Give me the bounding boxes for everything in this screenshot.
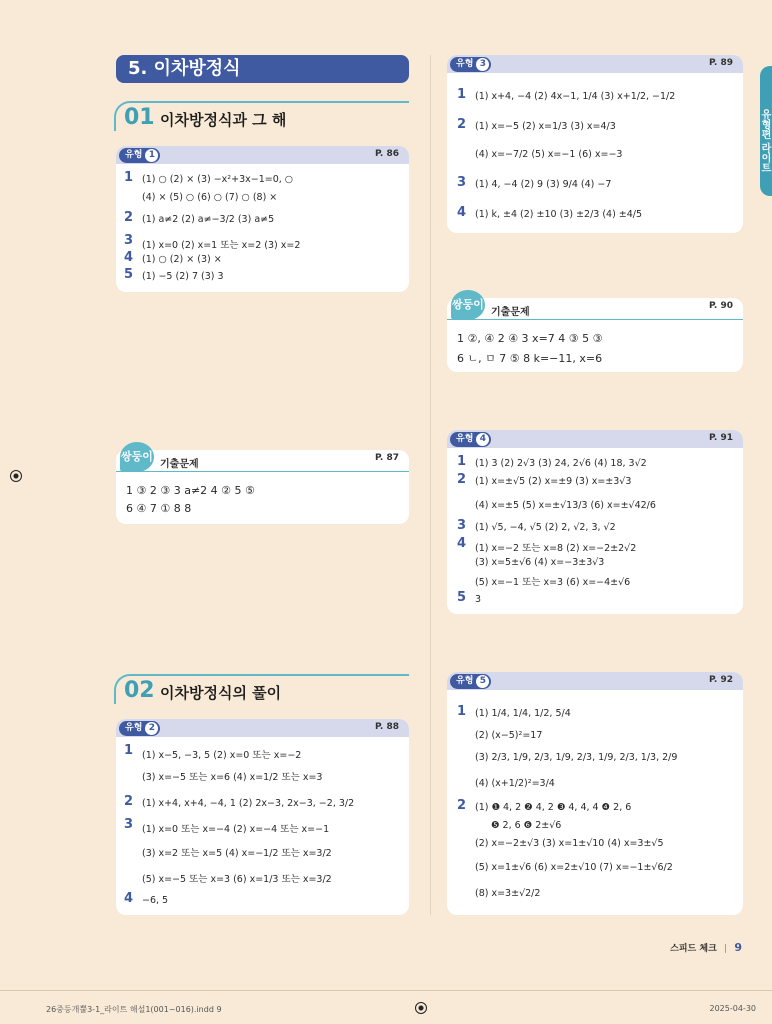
answer-row: (1) k, ±4 (2) ±10 (3) ±2/3 (4) ±4/5 [475, 209, 643, 220]
answer-row: (1) x=0 또는 x=−4 (2) x=−4 또는 x=−1 [142, 824, 330, 835]
page-number: 9 [734, 941, 742, 954]
answer-row: (1) 3 (2) 2√3 (3) 24, 2√6 (4) 18, 3√2 [475, 458, 647, 469]
file-slug: 26중등개뿔3-1_라이트 해설1(001~016).indd 9 [46, 1005, 222, 1014]
answer-card-type4 [447, 430, 743, 614]
answer-row: (2) (x−5)²=17 [475, 730, 543, 741]
question-number: 5 [457, 590, 467, 605]
registration-mark-icon [10, 470, 22, 482]
question-number: 4 [124, 250, 134, 265]
page-ref: P. 87 [374, 453, 399, 463]
answer-row: 1 ③ 2 ③ 3 a≠2 4 ② 5 ⑤ [126, 484, 255, 497]
answer-row: (1) ❶ 4, 2 ❷ 4, 2 ❸ 4, 4, 4 ❹ 2, 6 [475, 802, 632, 813]
question-number: 3 [124, 817, 134, 832]
page-ref: P. 89 [708, 58, 733, 68]
question-number: 2 [124, 210, 134, 225]
answer-row: (1) x=±√5 (2) x=±9 (3) x=±3√3 [475, 476, 632, 487]
column-divider [430, 55, 431, 915]
question-number: 1 [124, 743, 134, 758]
question-number: 3 [124, 233, 134, 248]
type-tag: 유형 3 [450, 57, 491, 72]
answer-card-type3 [447, 55, 743, 233]
answer-row: 1 ②, ④ 2 ④ 3 x=7 4 ③ 5 ③ [457, 332, 603, 345]
page-ref: P. 88 [374, 722, 399, 732]
answer-row: (1) 4, −4 (2) 9 (3) 9/4 (4) −7 [475, 179, 612, 190]
answer-row: (4) x=±5 (5) x=±√13/3 (6) x=±√42/6 [475, 500, 656, 511]
twin-badge: 쌍둥이 [451, 290, 485, 320]
answer-row: (4) (x+1/2)²=3/4 [475, 778, 555, 789]
answer-row: (1) x+4, −4 (2) 4x−1, 1/4 (3) x+1/2, −1/2 [475, 91, 676, 102]
type-tag: 유형 1 [119, 148, 160, 163]
question-number: 1 [457, 454, 467, 469]
slug-line [0, 990, 772, 991]
section-number: 02 [124, 678, 155, 703]
answer-row: (1) −5 (2) 7 (3) 3 [142, 271, 224, 282]
registration-mark-icon [415, 1002, 427, 1014]
card-header [116, 450, 409, 472]
section-label: 이차방정식과 그 해 [160, 111, 287, 129]
footer-section: 스피드 체크 [670, 944, 717, 954]
question-number: 1 [457, 87, 467, 102]
question-number: 4 [457, 205, 467, 220]
answer-row: (1) ○ (2) × (3) −x²+3x−1=0, ○ [142, 174, 294, 185]
question-number: 3 [457, 175, 467, 190]
answer-row: −6, 5 [142, 895, 169, 906]
section-label: 이차방정식의 풀이 [160, 684, 282, 702]
section-title-01 [114, 101, 409, 131]
footer-divider: | [723, 944, 728, 954]
question-number: 4 [457, 536, 467, 551]
card-label: 기출문제 [491, 307, 530, 318]
page-ref: P. 92 [708, 675, 733, 685]
card-header [447, 672, 743, 690]
answer-row: 6 ④ 7 ① 8 8 [126, 502, 192, 515]
page-footer [670, 941, 742, 954]
question-number: 3 [457, 518, 467, 533]
question-number: 2 [457, 472, 467, 487]
answer-row: (1) 1/4, 1/4, 1/2, 5/4 [475, 708, 571, 719]
answer-row: (4) x=−7/2 (5) x=−1 (6) x=−3 [475, 149, 623, 160]
answer-row: (1) √5, −4, √5 (2) 2, √2, 3, √2 [475, 522, 616, 533]
twin-badge: 쌍둥이 [120, 442, 154, 472]
answer-row: (5) x=−1 또는 x=3 (6) x=−4±√6 [475, 577, 631, 588]
answer-card-type1 [116, 146, 409, 292]
question-number: 1 [457, 704, 467, 719]
section-number: 01 [124, 105, 155, 130]
answer-row: (1) x=0 (2) x=1 또는 x=2 (3) x=2 [142, 240, 301, 251]
answer-row: (3) 2/3, 1/9, 2/3, 1/9, 2/3, 1/9, 2/3, 1/3, 2/9 [475, 752, 678, 763]
chapter-title: 5. 이차방정식 [116, 55, 409, 83]
card-header [116, 719, 409, 737]
past-exam-card-p87 [116, 450, 409, 524]
answer-row: 3 [475, 594, 482, 605]
answer-row: (8) x=3±√2/2 [475, 888, 541, 899]
card-header [116, 146, 409, 164]
answer-row: (5) x=−5 또는 x=3 (6) x=1/3 또는 x=3/2 [142, 874, 332, 885]
page-ref: P. 90 [708, 301, 733, 311]
answer-card-type5 [447, 672, 743, 915]
type-tag: 유형 2 [119, 721, 160, 736]
answer-row: (1) ○ (2) × (3) × [142, 254, 222, 265]
past-exam-card-p90 [447, 298, 743, 372]
page-ref: P. 91 [708, 433, 733, 443]
answer-row: (4) × (5) ○ (6) ○ (7) ○ (8) × [142, 192, 278, 203]
answer-row: (3) x=5±√6 (4) x=−3±3√3 [475, 557, 605, 568]
answer-row: (3) x=2 또는 x=5 (4) x=−1/2 또는 x=3/2 [142, 848, 332, 859]
card-label: 기출문제 [160, 459, 199, 470]
question-number: 2 [124, 794, 134, 809]
answer-row: (1) x−5, −3, 5 (2) x=0 또는 x=−2 [142, 750, 302, 761]
question-number: 4 [124, 891, 134, 906]
answer-row: (1) a≠2 (2) a≠−3/2 (3) a≠5 [142, 214, 275, 225]
card-header [447, 430, 743, 448]
side-tab: 유형편 라이트 [760, 66, 772, 196]
date-slug: 2025-04-30 [709, 1004, 756, 1013]
card-header [447, 55, 743, 73]
answer-row: 6 ㄴ, ㅁ 7 ⑤ 8 k=−11, x=6 [457, 352, 603, 365]
type-tag: 유형 5 [450, 674, 491, 689]
answer-row: (2) x=−2±√3 (3) x=1±√10 (4) x=3±√5 [475, 838, 664, 849]
answer-row: (1) x+4, x+4, −4, 1 (2) 2x−3, 2x−3, −2, 3/2 [142, 798, 355, 809]
question-number: 1 [124, 170, 134, 185]
answer-row: ❺ 2, 6 ❻ 2±√6 [491, 820, 562, 831]
page-ref: P. 86 [374, 149, 399, 159]
answer-row: (5) x=1±√6 (6) x=2±√10 (7) x=−1±√6/2 [475, 862, 673, 873]
section-title-02 [114, 674, 409, 704]
answer-row: (1) x=−5 (2) x=1/3 (3) x=4/3 [475, 121, 616, 132]
type-tag: 유형 4 [450, 432, 491, 447]
question-number: 2 [457, 117, 467, 132]
question-number: 5 [124, 267, 134, 282]
answer-row: (1) x=−2 또는 x=8 (2) x=−2±2√2 [475, 543, 637, 554]
question-number: 2 [457, 798, 467, 813]
card-header [447, 298, 743, 320]
answer-row: (3) x=−5 또는 x=6 (4) x=1/2 또는 x=3 [142, 772, 323, 783]
answer-card-type2 [116, 719, 409, 915]
